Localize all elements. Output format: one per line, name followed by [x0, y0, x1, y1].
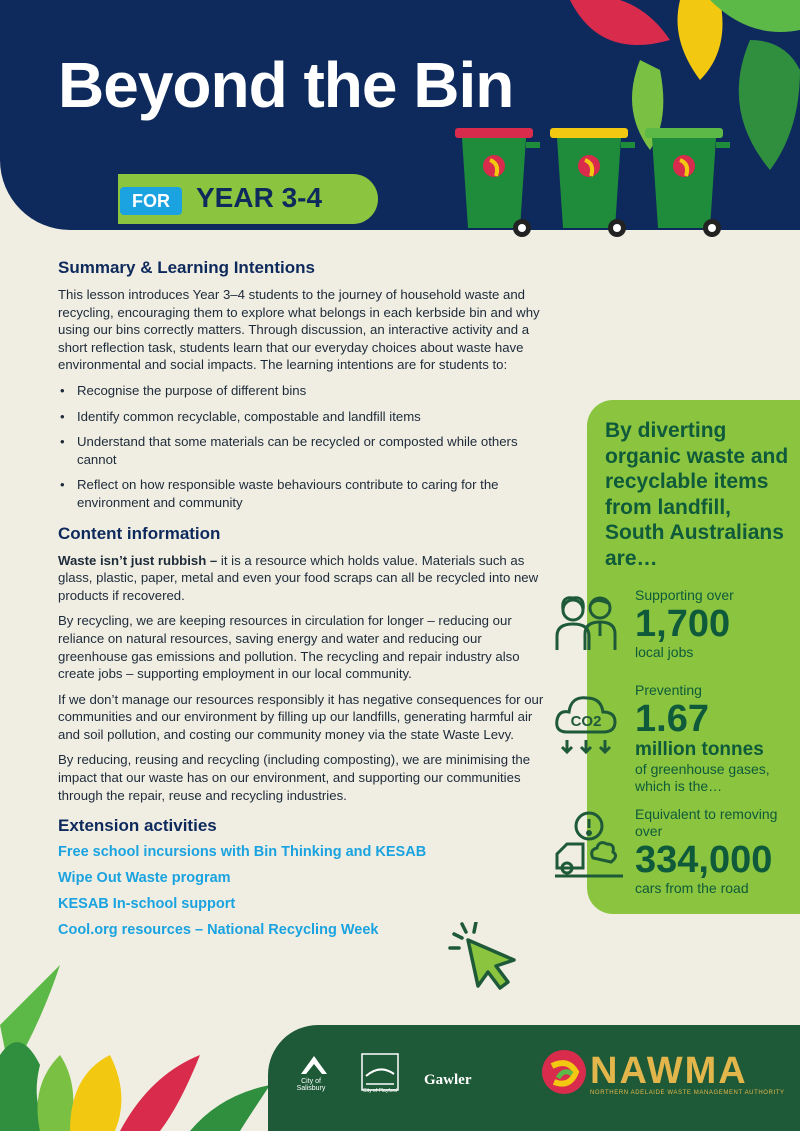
link-kesab-support[interactable]: KESAB In-school support [58, 896, 236, 913]
kerbside-bins-illustration [450, 120, 750, 245]
list-item: • Recognise the purpose of different bins [58, 382, 548, 400]
content-heading: Content information [58, 523, 221, 543]
link-wipe-out-waste[interactable]: Wipe Out Waste program [58, 870, 231, 887]
stat-greenhouse-value: 1.67 [635, 698, 709, 740]
stat-cars [635, 806, 795, 897]
summary-intro: This lesson introduces Year 3–4 students to the journey of household waste and recycling, encouraging them to explore what belongs in each kerbside bin and why using our bins correctly matters. Through discussion, an interactive activity and a short reflection task, students learn that our everyday choices about waste have environmental and social impacts. The learning intentions are for students to: [58, 287, 540, 373]
content-lead-bold: Waste isn’t just rubbish – [58, 552, 218, 568]
car-exhaust-icon [553, 810, 625, 882]
extension-heading: Extension activities [58, 816, 217, 836]
playford-logo [358, 1050, 402, 1094]
stat-greenhouse-unit: million tonnes [635, 739, 764, 760]
stat-greenhouse-label: Preventing [635, 682, 702, 698]
nawma-swirl-icon [540, 1048, 588, 1096]
stat-greenhouse [635, 682, 795, 795]
stat-jobs-value: 1,700 [635, 603, 731, 645]
summary-heading: Summary & Learning Intentions [58, 258, 315, 277]
playford-text: City of Playford [363, 1088, 397, 1094]
stat-jobs [635, 587, 795, 661]
list-item: • Understand that some materials can be recycled or composted while others cannot [58, 433, 548, 468]
cursor-click-icon [448, 922, 520, 994]
nawma-logo: NAWMA [590, 1050, 748, 1092]
content-paragraph: By recycling, we are keeping resources in circulation for longer – reducing our reliance on natural resources, saving energy and water and reducing our greenhouse gas emissions and pollution. The recycling and repair industry also create jobs – supporting employment in our local community. [58, 613, 520, 682]
content-lead-rest: it is a resource which holds value. Materials such as glass, plastic, paper, metal and even your food scraps can all be recycled into new products if recovered. [58, 552, 539, 603]
gawler-logo: Gawler [424, 1072, 472, 1088]
stat-cars-label: Equivalent to removing over [635, 806, 778, 839]
stat-jobs-label: Supporting over [635, 587, 734, 603]
salisbury-logo [296, 1052, 331, 1092]
co2-cloud-icon [553, 688, 619, 756]
list-item: • Identify common recyclable, compostable and landfill items [58, 408, 548, 426]
page-title: Beyond the Bin [58, 49, 514, 121]
decorative-leaves-bottom [0, 965, 280, 1131]
learning-intentions-list [58, 382, 548, 512]
content-lead [58, 552, 548, 605]
co2-text: CO2 [570, 713, 602, 730]
content-paragraph: By reducing, reusing and recycling (including composting), we are minimising the impact that our waste has on our environment, and supporting our communities through the repair, reuse and recycling industries. [58, 752, 531, 803]
people-icon [553, 592, 623, 654]
salisbury-mark-icon [299, 1052, 329, 1076]
content-paragraph: If we don’t manage our resources responsibly it has negative consequences for our communities and our environment by filling up our landfills, generating harmful air and soil pollution, and costing our community money via the state Waste Levy. [58, 691, 544, 742]
salisbury-text: City of Salisbury [296, 1078, 326, 1092]
link-school-incursions[interactable]: Free school incursions with Bin Thinking and KESAB [58, 844, 427, 861]
year-level-label: YEAR 3-4 [196, 182, 323, 213]
stat-greenhouse-suffix: of greenhouse gases, which is the… [635, 761, 770, 794]
link-cool-org[interactable]: Cool.org resources – National Recycling Week [58, 922, 379, 939]
stat-jobs-suffix: local jobs [635, 644, 694, 660]
for-badge: FOR [120, 187, 182, 215]
list-item: • Reflect on how responsible waste behaviours contribute to caring for the environment and community [58, 476, 548, 511]
main-content [58, 258, 548, 948]
sidebar-heading: By diverting organic waste and recyclable items from landfill, South Australians are… [605, 419, 789, 570]
stat-cars-suffix: cars from the road [635, 880, 749, 896]
stat-cars-value: 334,000 [635, 839, 773, 881]
nawma-subtitle: NORTHERN ADELAIDE WASTE MANAGEMENT AUTHORITY [590, 1090, 785, 1096]
